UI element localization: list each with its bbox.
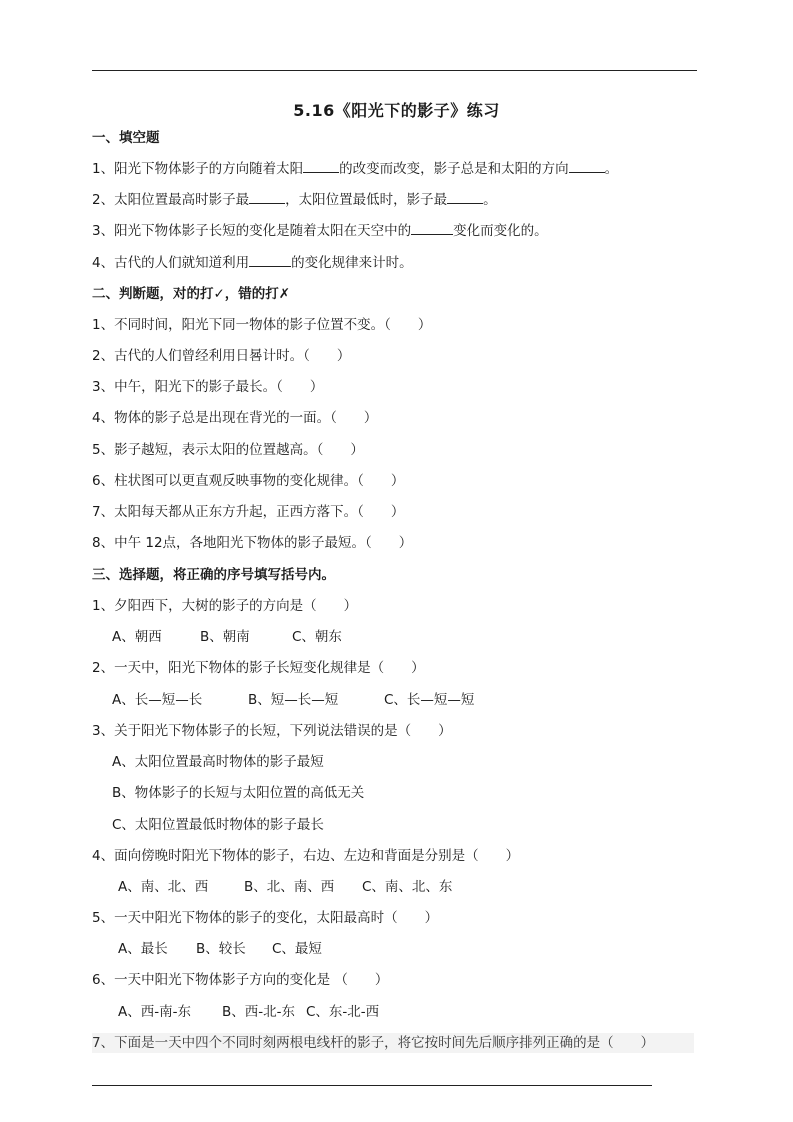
mc-question-1: 1、夕阳西下，大树的影子的方向是（ ） bbox=[92, 598, 358, 614]
page-title: 5.16《阳光下的影子》练习 bbox=[293, 101, 500, 120]
bottom-rule bbox=[92, 1085, 652, 1086]
option-b: B、较长 bbox=[196, 941, 246, 957]
fill-q2-part-a: 2、太阳位置最高时影子最 bbox=[92, 192, 250, 208]
tf-question-2: 2、古代的人们曾经利用日晷计时。（ ） bbox=[92, 348, 351, 364]
fill-q2-part-c: 。 bbox=[483, 192, 497, 208]
answer-blank[interactable] bbox=[411, 222, 453, 235]
option-c: C、南、北、东 bbox=[362, 879, 453, 895]
mc-question-7: 7、下面是一天中四个不同时刻两根电线杆的影子，将它按时间先后顺序排列正确的是（ ） bbox=[92, 1033, 694, 1053]
mc-q4-options bbox=[118, 877, 452, 897]
option-a: A、西-南-东 bbox=[118, 1004, 191, 1020]
mc-question-3: 3、关于阳光下物体影子的长短，下列说法错误的是（ ） bbox=[92, 723, 452, 739]
fill-q3-part-b: 变化而变化的。 bbox=[453, 223, 548, 239]
fill-q4-part-a: 4、古代的人们就知道利用 bbox=[92, 255, 250, 271]
answer-blank[interactable] bbox=[249, 254, 291, 267]
answer-blank[interactable] bbox=[569, 160, 605, 173]
section-heading-fill-blank: 一、填空题 bbox=[92, 130, 160, 146]
top-rule bbox=[92, 70, 697, 71]
fill-q3-part-a: 3、阳光下物体影子长短的变化是随着太阳在天空中的 bbox=[92, 223, 412, 239]
tf-question-6: 6、柱状图可以更直观反映事物的变化规律。（ ） bbox=[92, 473, 405, 489]
option-a: A、朝西 bbox=[112, 629, 162, 645]
fill-question-4 bbox=[92, 253, 413, 273]
mc-q1-options bbox=[112, 627, 342, 647]
fill-question-2 bbox=[92, 190, 497, 210]
fill-q1-part-c: 。 bbox=[604, 161, 619, 177]
option-b: B、北、南、西 bbox=[244, 879, 335, 895]
mc-question-6: 6、一天中阳光下物体影子方向的变化是 （ ） bbox=[92, 972, 389, 988]
answer-blank[interactable] bbox=[447, 191, 483, 204]
option-b: B、西-北-东 bbox=[222, 1004, 296, 1020]
mc-q6-options bbox=[118, 1002, 379, 1022]
tf-question-4: 4、物体的影子总是出现在背光的一面。（ ） bbox=[92, 410, 378, 426]
tf-question-3: 3、中午，阳光下的影子最长。（ ） bbox=[92, 379, 324, 395]
mc-question-4: 4、面向傍晚时阳光下物体的影子，右边、左边和背面是分别是（ ） bbox=[92, 848, 520, 864]
tf-question-5: 5、影子越短，表示太阳的位置越高。（ ） bbox=[92, 442, 364, 458]
option-a: A、长—短—长 bbox=[112, 692, 203, 708]
fill-q4-part-b: 的变化规律来计时。 bbox=[291, 255, 413, 271]
section-heading-multiple-choice: 三、选择题，将正确的序号填写括号内。 bbox=[92, 567, 335, 583]
option-b: B、短—长—短 bbox=[248, 692, 339, 708]
mc-q5-options bbox=[118, 939, 322, 959]
fill-q1-part-b: 的改变而改变，影子总是和太阳的方向 bbox=[339, 161, 569, 177]
mc-q3-option-b: B、物体影子的长短与太阳位置的高低无关 bbox=[112, 785, 365, 801]
mc-q3-option-a: A、太阳位置最高时物体的影子最短 bbox=[112, 754, 324, 770]
option-b: B、朝南 bbox=[200, 629, 250, 645]
mc-question-5: 5、一天中阳光下物体的影子的变化，太阳最高时（ ） bbox=[92, 910, 439, 926]
tf-question-1: 1、不同时间，阳光下同一物体的影子位置不变。（ ） bbox=[92, 317, 432, 333]
mc-question-2: 2、一天中，阳光下物体的影子长短变化规律是（ ） bbox=[92, 660, 425, 676]
answer-blank[interactable] bbox=[249, 191, 285, 204]
fill-question-3 bbox=[92, 221, 548, 241]
section-heading-true-false: 二、判断题，对的打✓，错的打✗ bbox=[92, 286, 291, 302]
option-a: A、最长 bbox=[118, 941, 168, 957]
fill-question-1 bbox=[92, 159, 618, 179]
option-c: C、长—短—短 bbox=[384, 692, 475, 708]
option-c: C、朝东 bbox=[292, 629, 342, 645]
mc-q2-options bbox=[112, 690, 474, 710]
mc-q3-option-c: C、太阳位置最低时物体的影子最长 bbox=[112, 817, 324, 833]
tf-question-7: 7、太阳每天都从正东方升起，正西方落下。（ ） bbox=[92, 504, 405, 520]
option-c: C、东-北-西 bbox=[306, 1004, 380, 1020]
answer-blank[interactable] bbox=[303, 160, 339, 173]
fill-q2-part-b: ，太阳位置最低时，影子最 bbox=[285, 192, 448, 208]
option-a: A、南、北、西 bbox=[118, 879, 209, 895]
tf-question-8: 8、中午 12点，各地阳光下物体的影子最短。（ ） bbox=[92, 535, 413, 551]
option-c: C、最短 bbox=[272, 941, 322, 957]
fill-q1-part-a: 1、阳光下物体影子的方向随着太阳 bbox=[92, 161, 304, 177]
